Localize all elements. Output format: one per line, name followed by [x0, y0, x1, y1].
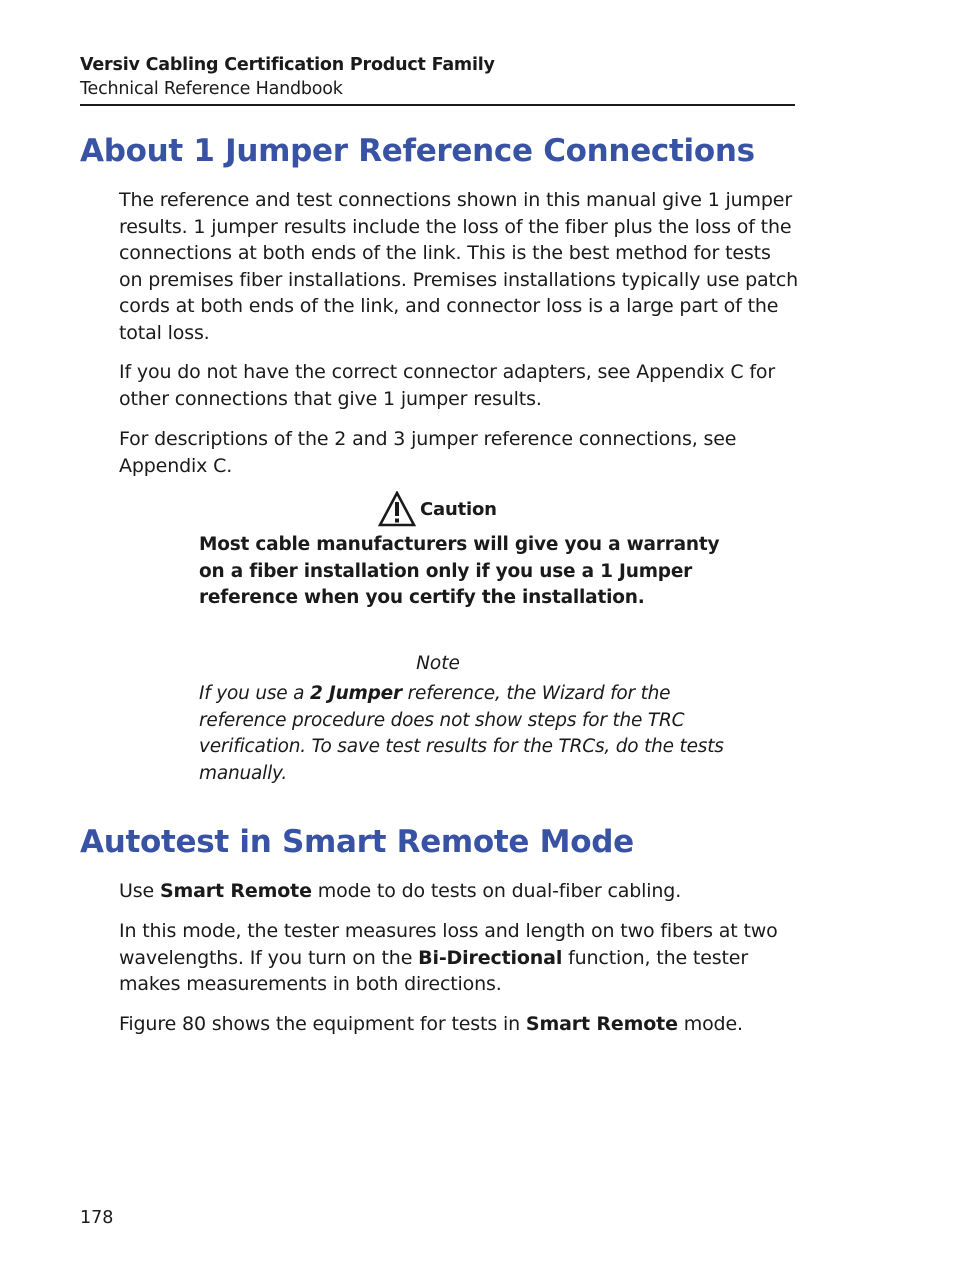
note-label: Note [416, 653, 460, 674]
paragraph-1-jumper-intro: The reference and test connections shown in this manual give 1 jumper results. 1 jumper results include the loss of the fiber plus the loss of the connections at both ends of the link. This is the best method for tests on premises fiber installations. Premises installations typically use patch cords at both ends of the link, and connector loss is a large part of the total loss. [119, 189, 799, 344]
paragraph-adapters: If you do not have the correct connector adapters, see Appendix C for other connections that give 1 jumper results. [119, 361, 776, 410]
page-number: 178 [80, 1208, 114, 1228]
note-bold-2-jumper: 2 Jumper [309, 683, 402, 704]
section-heading-smart-remote: Autotest in Smart Remote Mode [80, 824, 634, 860]
caution-text: Most cable manufacturers will give you a warranty on a fiber installation only if you use a 1 Jumper reference when you certify the installation. [199, 534, 720, 608]
paragraph-2-3-jumper: For descriptions of the 2 and 3 jumper reference connections, see Appendix C. [119, 428, 737, 477]
paragraph-mode-description: In this mode, the tester measures loss and length on two fibers at two wavelengths. If you turn on the Bi-Directional function, the tester makes measurements in both directions. [119, 920, 778, 995]
bold-smart-remote: Smart Remote [159, 880, 312, 902]
caution-label: Caution [420, 498, 497, 520]
bold-bi-directional: Bi-Directional [418, 946, 563, 969]
warning-triangle-icon [378, 491, 416, 527]
running-header [80, 53, 795, 106]
header-subtitle: Technical Reference Handbook [80, 79, 343, 99]
paragraph-use-smart-remote: Use Smart Remote mode to do tests on dual-fiber cabling. [119, 880, 682, 902]
section-heading-1-jumper: About 1 Jumper Reference Connections [80, 133, 755, 169]
paragraph-figure-reference: Figure 80 shows the equipment for tests in Smart Remote mode. [119, 1013, 743, 1035]
caution-header [378, 491, 497, 527]
note-text: If you use a 2 Jumper reference, the Wizard for the reference procedure does not show steps for the TRC verification. To save test results for the TRCs, do the tests manually. [199, 683, 724, 784]
bold-smart-remote-2: Smart Remote [525, 1013, 678, 1035]
header-title: Versiv Cabling Certification Product Family [80, 55, 495, 75]
